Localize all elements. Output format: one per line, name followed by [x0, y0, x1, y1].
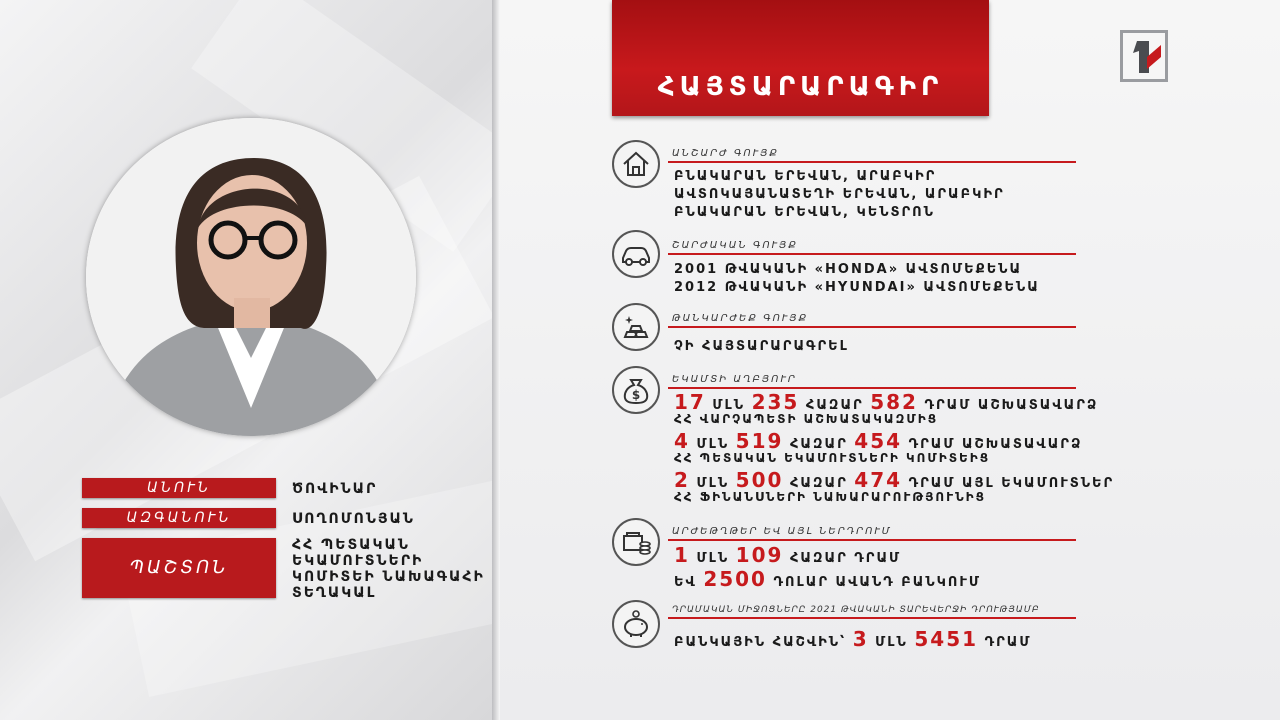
income-row — [674, 470, 1114, 504]
amount-unit: ՀԱԶԱՐ ԴՐԱՄ — [789, 551, 902, 566]
list-item: 2012 ԹՎԱԿԱՆԻ «HYUNDAI» ԱՎՏՈՄԵՔԵՆԱ — [674, 280, 1040, 295]
amount-number: 519 — [735, 429, 784, 453]
cash-line — [674, 629, 1031, 649]
income-title: ԵԿԱՄՏԻ ԱՂԲՅՈՒՐ — [672, 374, 797, 385]
money-bag-icon — [612, 366, 660, 414]
income-row — [674, 392, 1098, 426]
income-source: ՀՀ ՊԵՏԱԿԱՆ ԵԿԱՄՈՒՏՆԵՐԻ ԿՈՄԻՏԵԻՑ — [674, 451, 991, 465]
section-divider — [668, 326, 1076, 328]
amount-number: 582 — [870, 390, 918, 414]
real-estate-title: ԱՆՇԱՐԺ ԳՈՒՅՔ — [672, 148, 779, 159]
securities-line — [674, 569, 981, 589]
section-divider — [668, 617, 1076, 619]
amount-unit: ԴՈԼԱՐ ԱՎԱՆԴ ԲԱՆԿՈՒՄ — [773, 575, 982, 590]
name-label: ԱՆՈՒՆ — [82, 478, 276, 498]
income-source: ՀՀ ՎԱՐՉԱՊԵՏԻ ԱՇԽԱՏԱԿԱԶՄԻՑ — [674, 412, 939, 426]
list-item: 2001 ԹՎԱԿԱՆԻ «HONDA» ԱՎՏՈՄԵՔԵՆԱ — [674, 262, 1023, 277]
position-value — [292, 537, 485, 601]
amount-number: 2 — [674, 468, 690, 492]
channel-logo-icon — [1120, 30, 1168, 82]
movable-list — [674, 261, 1040, 297]
surname-label: ԱԶԳԱՆՈՒՆ — [82, 508, 276, 528]
amount-number: 3 — [852, 627, 869, 651]
wallet-coins-icon — [612, 518, 660, 566]
section-divider — [668, 539, 1076, 541]
position-line: ԿՈՄԻՏԵԻ ՆԱԽԱԳԱՀԻ — [292, 569, 485, 585]
amount-unit: ԴՐԱՄ ԱՅԼ ԵԿԱՄՈՒՏՆԵՐ — [908, 476, 1115, 491]
list-item: ԲՆԱԿԱՐԱՆ ԵՐԵՎԱՆ, ԿԵՆՏՐՈՆ — [674, 205, 935, 220]
list-item: ԲՆԱԿԱՐԱՆ ԵՐԵՎԱՆ, ԱՐԱԲԿԻՐ — [674, 169, 937, 184]
amount-unit: ԴՐԱՄ ԱՇԽԱՏԱՎԱՐՁ — [924, 398, 1099, 413]
amount-unit: ՄԼՆ — [696, 551, 730, 566]
house-icon — [612, 140, 660, 188]
amount-unit: ՄԼՆ — [712, 398, 746, 413]
cash-title: ԴՐԱՄԱԿԱՆ ՄԻՋՈՑՆԵՐԸ 2021 ԹՎԱԿԱՆԻ ՏԱՐԵՎԵՐՋԻ ԴՐՈՒԹՅԱՄԲ — [672, 605, 1040, 615]
real-estate-list — [674, 168, 1005, 222]
amount-number: 474 — [854, 468, 903, 492]
amount-number: 454 — [854, 429, 903, 453]
income-source: ՀՀ ՖԻՆԱՆՍՆԵՐԻ ՆԱԽԱՐԱՐՈՒԹՅՈՒՆԻՑ — [674, 490, 987, 504]
position-label: ՊԱՇՏՈՆ — [82, 538, 276, 598]
surname-value: ՍՈՂՈՄՈՆՅԱՆ — [292, 511, 415, 527]
income-row — [674, 431, 1082, 465]
amount-unit: ՄԼՆ — [696, 476, 730, 491]
person-photo — [86, 118, 416, 436]
amount-prefix: ԲԱՆԿԱՅԻՆ ՀԱՇՎԻՆ՝ — [674, 635, 847, 650]
svg-text:$: $ — [631, 388, 641, 402]
valuables-value: ՉԻ ՀԱՅՏԱՐԱՐԱԳՐԵԼ — [674, 339, 849, 354]
section-divider — [668, 161, 1076, 163]
amount-number: 4 — [674, 429, 690, 453]
amount-unit: ԴՐԱՄ ԱՇԽԱՏԱՎԱՐՁ — [908, 437, 1083, 452]
amount-unit: ՀԱԶԱՐ — [789, 437, 848, 452]
position-line: ԵԿԱՄՈՒՏՆԵՐԻ — [292, 553, 424, 569]
securities-line — [674, 545, 901, 565]
car-icon — [612, 230, 660, 278]
amount-number: 5451 — [914, 627, 979, 651]
amount-number: 1 — [674, 543, 690, 567]
valuables-title: ԹԱՆԿԱՐԺԵՔ ԳՈՒՅՔ — [672, 313, 809, 324]
page-title: ՀԱՅՏԱՐԱՐԱԳԻՐ — [657, 72, 944, 102]
amount-prefix: ԵՎ — [674, 575, 697, 590]
amount-number: 109 — [735, 543, 784, 567]
name-value: ԾՈՎԻՆԱՐ — [292, 481, 378, 497]
amount-unit: ԴՐԱՄ — [984, 635, 1032, 650]
gold-bars-icon — [612, 303, 660, 351]
amount-number: 2500 — [703, 567, 767, 591]
movable-title: ՇԱՐԺԱԿԱՆ ԳՈՒՅՔ — [672, 240, 798, 251]
amount-number: 17 — [674, 390, 706, 414]
section-divider — [668, 253, 1076, 255]
position-line: ՀՀ ՊԵՏԱԿԱՆ — [292, 537, 410, 553]
section-divider — [668, 387, 1076, 389]
amount-unit: ՀԱԶԱՐ — [805, 398, 864, 413]
piggy-bank-icon — [612, 600, 660, 648]
amount-unit: ՀԱԶԱՐ — [789, 476, 848, 491]
list-item: ԱՎՏՈԿԱՅԱՆԱՏԵՂԻ ԵՐԵՎԱՆ, ԱՐԱԲԿԻՐ — [674, 187, 1005, 202]
amount-number: 500 — [735, 468, 784, 492]
person-silhouette — [86, 118, 416, 436]
panel-divider — [492, 0, 500, 720]
amount-number: 235 — [751, 390, 800, 414]
securities-title: ԱՐԺԵԹՂԹԵՐ ԵՎ ԱՅԼ ՆԵՐԴՐՈՒՄ — [672, 526, 892, 537]
amount-unit: ՄԼՆ — [696, 437, 730, 452]
position-line: ՏԵՂԱԿԱԼ — [292, 585, 377, 601]
amount-unit: ՄԼՆ — [875, 635, 908, 650]
